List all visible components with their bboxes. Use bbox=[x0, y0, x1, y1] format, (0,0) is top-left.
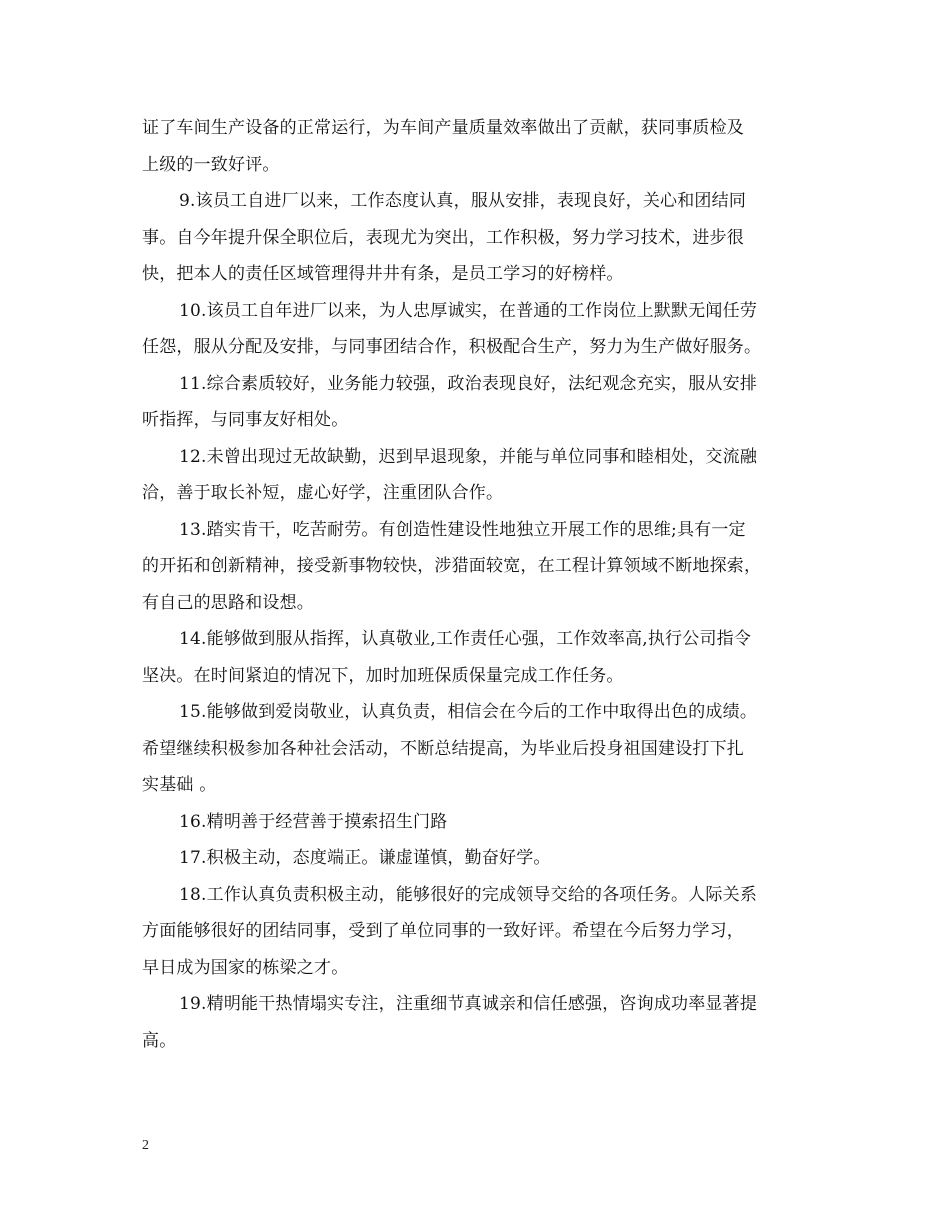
document-body bbox=[142, 110, 822, 1059]
text-line: 9.该员工自进厂以来，工作态度认真，服从安排，表现良好，关心和团结同 bbox=[179, 191, 747, 211]
text-line: 任怨，服从分配及安排，与同事团结合作，积极配合生产，努力为生产做好服务。 bbox=[142, 337, 762, 357]
text-line: 证了车间生产设备的正常运行，为车间产量质量效率做出了贡献，获同事质检及 bbox=[142, 118, 744, 138]
text-line: 实基础 。 bbox=[142, 775, 217, 795]
text-line: 洽，善于取长补短，虚心好学，注重团队合作。 bbox=[142, 483, 504, 503]
text-line: 18.工作认真负责积极主动，能够很好的完成领导交给的各项任务。人际关系 bbox=[179, 884, 758, 905]
text-line: 14.能够做到服从指挥，认真敬业,工作责任心强，工作效率高,执行公司指令 bbox=[179, 629, 752, 649]
page-number: 2 bbox=[142, 1138, 149, 1153]
text-line: 快，把本人的责任区域管理得井井有条，是员工学习的好榜样。 bbox=[142, 264, 624, 284]
text-line: 11.综合素质较好，业务能力较强，政治表现良好，法纪观念充实，服从安排 bbox=[179, 373, 758, 394]
text-line: 17.积极主动，态度端正。谦虚谨慎，勤奋好学。 bbox=[179, 848, 551, 868]
text-line: 高。 bbox=[142, 1030, 177, 1051]
text-line: 10.该员工自年进厂以来，为人忠厚诚实，在普通的工作岗位上默默无闻任劳 bbox=[179, 300, 758, 321]
text-line: 12.未曾出现过无故缺勤，迟到早退现象，并能与单位同事和睦相处，交流融 bbox=[179, 446, 758, 467]
text-line: 19.精明能干热情塌实专注，注重细节真诚亲和信任感强，咨询成功率显著提 bbox=[179, 994, 758, 1014]
text-line: 希望继续积极参加各种社会活动，不断总结提高，为毕业后投身祖国建设打下扎 bbox=[142, 738, 744, 759]
text-line: 听指挥，与同事友好相处。 bbox=[142, 410, 349, 430]
text-line: 方面能够很好的团结同事，受到了单位同事的一致好评。希望在今后努力学习， bbox=[142, 921, 744, 941]
text-line: 有自己的思路和设想。 bbox=[142, 592, 314, 613]
text-line: 早日成为国家的栋梁之才。 bbox=[142, 957, 349, 978]
text-line: 事。自今年提升保全职位后，表现尤为突出，工作积极，努力学习技术，进步很 bbox=[142, 227, 744, 248]
text-line: 16.精明善于经营善于摸索招生门路 bbox=[179, 811, 448, 832]
text-line: 13.踏实肯干，吃苦耐劳。有创造性建设性地独立开展工作的思维;具有一定 bbox=[179, 519, 746, 540]
text-line: 坚决。在时间紧迫的情况下，加时加班保质保量完成工作任务。 bbox=[142, 665, 624, 686]
text-line: 的开拓和创新精神，接受新事物较快，涉猎面较宽，在工程计算领域不断地探索， bbox=[142, 556, 762, 576]
text-line: 15.能够做到爱岗敬业，认真负责，相信会在今后的工作中取得出色的成绩。 bbox=[179, 702, 758, 722]
text-line: 上级的一致好评。 bbox=[142, 154, 280, 175]
